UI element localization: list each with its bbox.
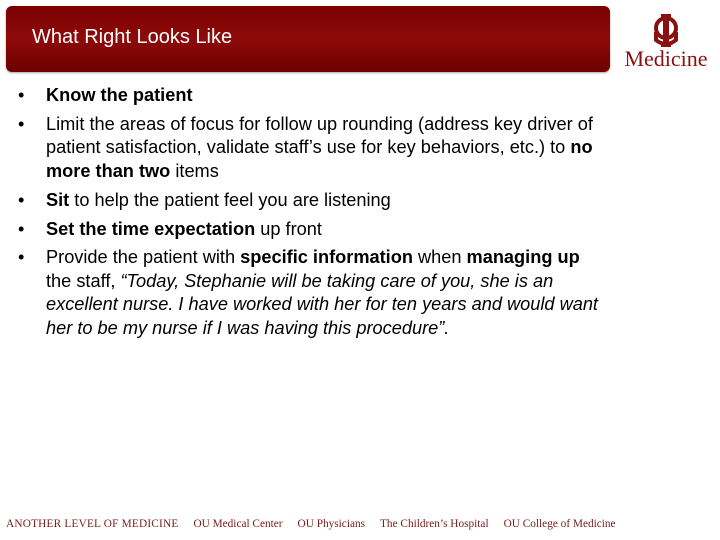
footer-item: ANOTHER LEVEL OF MEDICINE — [6, 518, 179, 530]
bullet-text-run: Limit the areas of focus for follow up rounding (address key driver of patient satisfaction, validate staff’s use for key behaviors, etc.) to — [46, 113, 593, 158]
bullet-text-run: “Today, Stephanie will be taking care of you, she is an excellent nurse. I have worked with her for ten years and would want her to be my nurse if I was having this procedure”. — [46, 270, 598, 338]
bullet-text-run: Provide the patient with — [46, 247, 241, 268]
bullet-item — [18, 246, 608, 340]
bullet-text-run: to help the patient feel you are listening — [69, 189, 391, 210]
footer-item: OU College of Medicine — [503, 518, 616, 530]
bullet-item — [18, 189, 608, 212]
title-banner — [6, 6, 610, 72]
logo-wordmark: Medicine — [624, 46, 708, 71]
bullet-text-run: Sit — [46, 189, 70, 210]
bullet-item — [18, 218, 608, 241]
bullet-text-run: Set the time expectation — [46, 218, 256, 239]
bullet-text-run: no more than two — [46, 137, 593, 181]
bullet-item — [18, 84, 608, 107]
bullet-text-run: when — [412, 247, 467, 268]
footer-item: OU Physicians — [297, 518, 366, 530]
footer-item: OU Medical Center — [193, 518, 283, 530]
bullet-list — [18, 84, 608, 346]
footer-brand-strip — [6, 518, 718, 534]
ou-monogram-icon — [652, 14, 680, 48]
bullet-text-run: the staff, — [46, 270, 121, 291]
bullet-text-run: items — [170, 160, 219, 181]
slide-title: What Right Looks Like — [32, 26, 233, 48]
bullet-text-run: managing up — [466, 247, 580, 268]
footer-item: The Children’s Hospital — [380, 518, 489, 530]
bullet-text-run: Know the patient — [46, 85, 193, 105]
ou-medicine-logo — [616, 12, 716, 72]
bullet-text-run: specific information — [240, 247, 413, 268]
bullet-item — [18, 113, 608, 183]
bullet-text-run: up front — [255, 218, 322, 239]
